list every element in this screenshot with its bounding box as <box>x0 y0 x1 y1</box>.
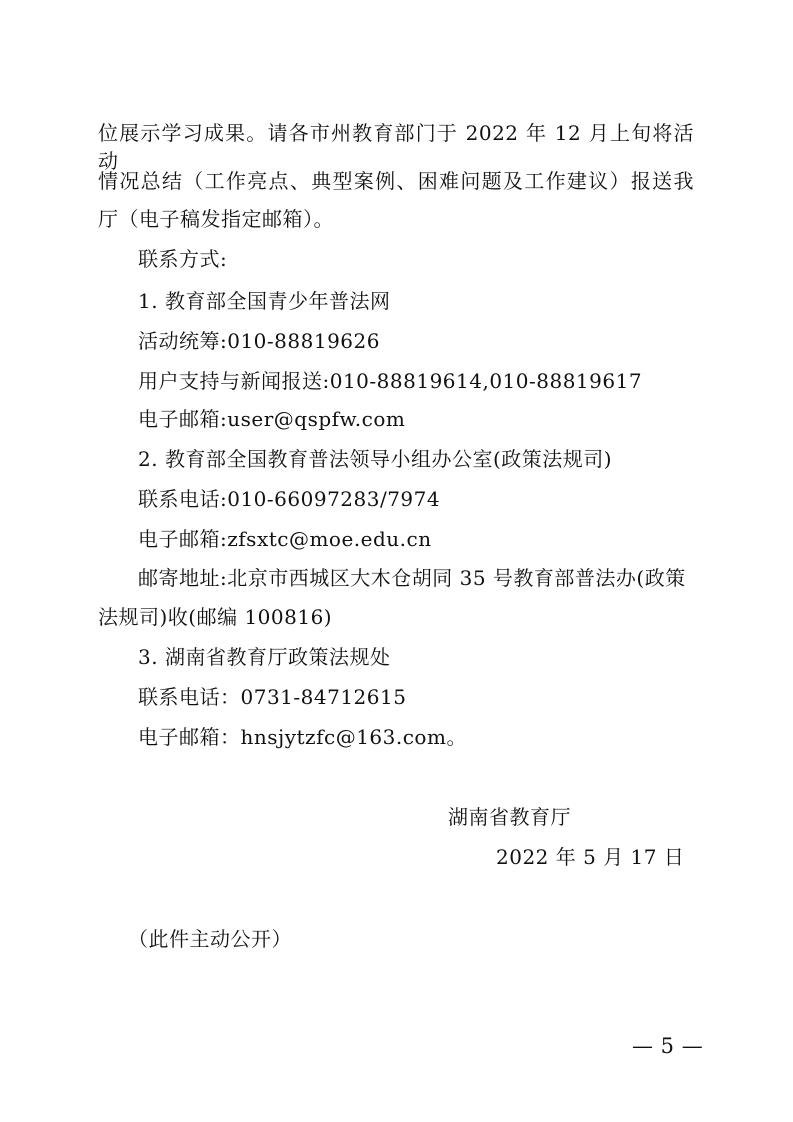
org1-title: 1. 教育部全国青少年普法网 <box>138 289 391 313</box>
org3-email: 电子邮箱：hnsjytzfc@163.com。 <box>138 725 467 749</box>
disclosure-note: （此件主动公开） <box>128 927 292 951</box>
org2-address-line-2: 法规司)收(邮编 100816) <box>98 605 333 629</box>
org3-phone: 联系电话：0731-84712615 <box>138 685 407 709</box>
org3-title: 3. 湖南省教育厅政策法规处 <box>138 645 391 669</box>
org1-coordinator-phone: 活动统筹:010-88819626 <box>138 329 380 353</box>
org1-email: 电子邮箱:user@qspfw.com <box>138 407 406 431</box>
signature-date: 2022 年 5 月 17 日 <box>496 845 685 869</box>
signature-org: 湖南省教育厅 <box>448 805 571 829</box>
paragraph-line-2: 情况总结（工作亮点、典型案例、困难问题及工作建议）报送我 <box>98 169 694 193</box>
org2-address-line-1: 邮寄地址:北京市西城区大木仓胡同 35 号教育部普法办(政策 <box>138 566 686 590</box>
contact-heading: 联系方式: <box>138 247 228 271</box>
org1-support-phone: 用户支持与新闻报送:010-88819614,010-88819617 <box>138 369 643 393</box>
org2-phone: 联系电话:010-66097283/7974 <box>138 487 441 511</box>
page-number: — 5 — <box>632 1034 704 1058</box>
org2-email: 电子邮箱:zfsxtc@moe.edu.cn <box>138 527 432 551</box>
paragraph-line-3: 厅（电子稿发指定邮箱）。 <box>98 207 334 231</box>
org2-title: 2. 教育部全国教育普法领导小组办公室(政策法规司) <box>138 447 613 471</box>
paragraph-line-1: 位展示学习成果。请各市州教育部门于 2022 年 12 月上旬将活动 <box>98 121 694 173</box>
